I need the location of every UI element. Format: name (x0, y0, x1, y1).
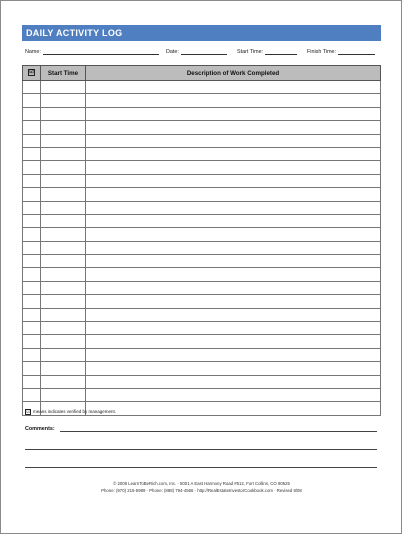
verified-cell[interactable] (23, 161, 41, 174)
checkbox-icon: ☑ (29, 69, 34, 76)
table-row (23, 174, 381, 187)
verified-cell[interactable] (23, 214, 41, 227)
table-row (23, 388, 381, 401)
table-row (23, 107, 381, 120)
description-cell[interactable] (86, 268, 381, 281)
start-time-cell[interactable] (41, 94, 86, 107)
table-row (23, 121, 381, 134)
description-cell[interactable] (86, 161, 381, 174)
table-header-row (23, 66, 381, 81)
date-field[interactable] (166, 48, 227, 55)
start-time-cell[interactable] (41, 134, 86, 147)
name-field[interactable] (25, 48, 159, 55)
verification-note (25, 409, 116, 415)
description-cell[interactable] (86, 214, 381, 227)
table-row (23, 81, 381, 94)
description-cell[interactable] (86, 94, 381, 107)
description-cell[interactable] (86, 375, 381, 388)
finish-time-line[interactable] (338, 48, 375, 55)
description-cell[interactable] (86, 81, 381, 94)
start-time-cell[interactable] (41, 188, 86, 201)
description-cell[interactable] (86, 174, 381, 187)
comments-label: Comments: (25, 426, 55, 432)
table-row (23, 308, 381, 321)
date-line[interactable] (181, 48, 227, 55)
verified-cell[interactable] (23, 201, 41, 214)
table-row (23, 295, 381, 308)
start-time-cell[interactable] (41, 335, 86, 348)
start-time-cell[interactable] (41, 362, 86, 375)
start-time-field[interactable] (237, 48, 297, 55)
verified-cell[interactable] (23, 375, 41, 388)
table-body (23, 81, 381, 416)
verified-cell[interactable] (23, 174, 41, 187)
description-column-header: Description of Work Completed (86, 66, 381, 81)
description-cell[interactable] (86, 241, 381, 254)
start-time-cell[interactable] (41, 174, 86, 187)
start-time-cell[interactable] (41, 388, 86, 401)
start-time-cell[interactable] (41, 81, 86, 94)
verified-cell[interactable] (23, 94, 41, 107)
activity-table (22, 65, 381, 416)
description-cell[interactable] (86, 322, 381, 335)
start-time-cell[interactable] (41, 241, 86, 254)
start-time-cell[interactable] (41, 308, 86, 321)
verified-cell[interactable] (23, 107, 41, 120)
description-cell[interactable] (86, 134, 381, 147)
verified-cell[interactable] (23, 255, 41, 268)
description-cell[interactable] (86, 255, 381, 268)
start-time-cell[interactable] (41, 161, 86, 174)
description-cell[interactable] (86, 281, 381, 294)
header-fields (25, 48, 381, 56)
start-time-line[interactable] (265, 48, 297, 55)
verified-column-header (23, 66, 41, 81)
footer-address: © 2008 LearnToBeRich.com, Inc. · 5001 A East Harmony Road #512, Fort Collins, CO 80525 (113, 481, 290, 486)
name-label: Name: (25, 49, 41, 55)
verified-cell[interactable] (23, 362, 41, 375)
table-row (23, 188, 381, 201)
start-time-column-header: Start Time (41, 66, 86, 81)
comment-line[interactable] (25, 449, 377, 450)
description-cell[interactable] (86, 335, 381, 348)
description-cell[interactable] (86, 107, 381, 120)
description-cell[interactable] (86, 228, 381, 241)
description-cell[interactable] (86, 121, 381, 134)
verified-cell[interactable] (23, 228, 41, 241)
table-row (23, 322, 381, 335)
start-time-cell[interactable] (41, 295, 86, 308)
start-time-cell[interactable] (41, 255, 86, 268)
verified-cell[interactable] (23, 81, 41, 94)
description-cell[interactable] (86, 147, 381, 160)
table-row (23, 255, 381, 268)
table-row (23, 94, 381, 107)
verified-cell[interactable] (23, 188, 41, 201)
checkbox-icon: ☑ (26, 409, 30, 414)
comment-line[interactable] (60, 431, 377, 432)
verified-cell[interactable] (23, 322, 41, 335)
start-time-cell[interactable] (41, 121, 86, 134)
start-time-cell[interactable] (41, 201, 86, 214)
verified-cell[interactable] (23, 241, 41, 254)
table-row (23, 335, 381, 348)
table-row (23, 201, 381, 214)
start-time-cell[interactable] (41, 322, 86, 335)
description-cell[interactable] (86, 362, 381, 375)
table-row (23, 134, 381, 147)
table-row (23, 362, 381, 375)
verified-cell[interactable] (23, 281, 41, 294)
table-row (23, 241, 381, 254)
start-time-cell[interactable] (41, 375, 86, 388)
verified-cell[interactable] (23, 295, 41, 308)
description-cell[interactable] (86, 201, 381, 214)
start-time-cell[interactable] (41, 214, 86, 227)
footer-contact: Phone: (970) 215-5989 · Phone: (888) 794-4566 · http://RealEstateInvestorCookbook.com · Revised 8/08 (101, 488, 302, 493)
date-label: Date: (166, 49, 179, 55)
verified-cell[interactable] (23, 308, 41, 321)
description-cell[interactable] (86, 402, 381, 415)
finish-time-field[interactable] (307, 48, 375, 55)
start-time-cell[interactable] (41, 268, 86, 281)
name-line[interactable] (43, 48, 159, 55)
page-title: DAILY ACTIVITY LOG (22, 25, 381, 41)
description-cell[interactable] (86, 308, 381, 321)
table-row (23, 375, 381, 388)
verified-cell[interactable] (23, 121, 41, 134)
description-cell[interactable] (86, 295, 381, 308)
table-row (23, 228, 381, 241)
description-cell[interactable] (86, 188, 381, 201)
finish-time-label: Finish Time: (307, 49, 337, 55)
table-row (23, 147, 381, 160)
table-row (23, 161, 381, 174)
verified-cell[interactable] (23, 335, 41, 348)
description-cell[interactable] (86, 348, 381, 361)
start-time-cell[interactable] (41, 281, 86, 294)
description-cell[interactable] (86, 388, 381, 401)
start-time-cell[interactable] (41, 348, 86, 361)
verified-cell[interactable] (23, 268, 41, 281)
table-row (23, 268, 381, 281)
start-time-label: Start Time: (237, 49, 264, 55)
table-row (23, 281, 381, 294)
footer (22, 480, 381, 494)
verified-cell[interactable] (23, 348, 41, 361)
start-time-cell[interactable] (41, 228, 86, 241)
verified-cell[interactable] (23, 147, 41, 160)
verified-cell[interactable] (23, 134, 41, 147)
table-row (23, 214, 381, 227)
comment-line[interactable] (25, 467, 377, 468)
verified-cell[interactable] (23, 388, 41, 401)
start-time-cell[interactable] (41, 147, 86, 160)
table-row (23, 348, 381, 361)
verification-note-text: means indicates verified by management. (33, 409, 117, 415)
start-time-cell[interactable] (41, 107, 86, 120)
